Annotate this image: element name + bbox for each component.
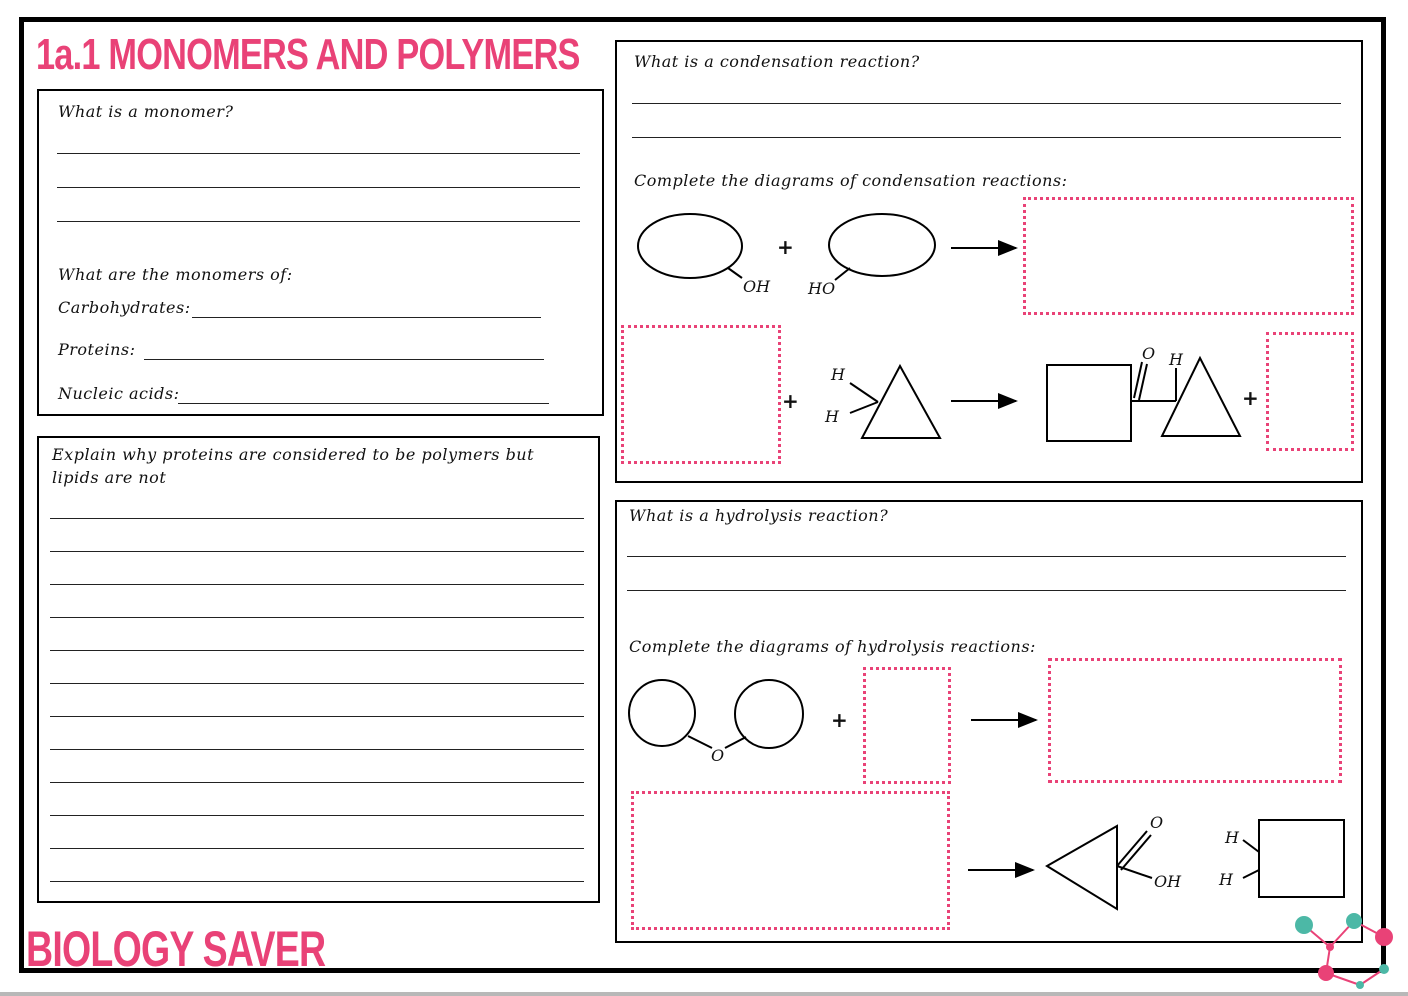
hydrolysis-answer-line[interactable]: [627, 556, 1346, 557]
o-link-label: O: [711, 746, 725, 765]
polymers-answer-line[interactable]: [50, 551, 584, 552]
polymers-question-line1: Explain why proteins are considered to be polymers but: [52, 445, 535, 464]
condensation-answer-line[interactable]: [632, 103, 1341, 104]
oh-label: OH: [1154, 872, 1182, 891]
polymers-answer-line[interactable]: [50, 815, 584, 816]
hydrolysis-answer-line[interactable]: [627, 590, 1346, 591]
polymers-answer-line[interactable]: [50, 782, 584, 783]
proteins-label: Proteins:: [58, 340, 136, 359]
page-title: 1a.1 MONOMERS AND POLYMERS: [36, 30, 580, 79]
polymers-answer-line[interactable]: [50, 881, 584, 882]
monomer-answer-line[interactable]: [57, 221, 580, 222]
polymers-answer-line[interactable]: [50, 617, 584, 618]
o-label: O: [1142, 344, 1156, 363]
hydrolysis-answer-box-3[interactable]: [631, 791, 950, 930]
carbohydrates-label: Carbohydrates:: [58, 298, 191, 317]
polymers-box: [37, 436, 600, 903]
brand-logo: [26, 920, 325, 978]
h-label: H: [1169, 350, 1183, 369]
hydrolysis-answer-box-2[interactable]: [1048, 658, 1342, 783]
hydrolysis-question: What is a hydrolysis reaction?: [629, 506, 889, 525]
carbohydrates-answer-line[interactable]: [192, 317, 541, 318]
monomer-question: What is a monomer?: [58, 102, 234, 121]
plus-sign: +: [1242, 386, 1259, 410]
brand-text: BIOLOGY SAVER: [26, 921, 326, 977]
monomer-answer-line[interactable]: [57, 187, 580, 188]
polymers-answer-line[interactable]: [50, 518, 584, 519]
nucleic-acids-label: Nucleic acids:: [58, 384, 180, 403]
monomers-of-label: What are the monomers of:: [58, 265, 293, 284]
h-label: H: [825, 407, 839, 426]
hydrolysis-answer-box-1[interactable]: [863, 667, 951, 784]
plus-sign: +: [777, 235, 794, 259]
condensation-answer-box-3[interactable]: [1266, 332, 1354, 451]
condensation-question: What is a condensation reaction?: [634, 52, 920, 71]
plus-sign: +: [831, 708, 848, 732]
polymers-answer-line[interactable]: [50, 848, 584, 849]
h-label: H: [1219, 870, 1233, 889]
condensation-answer-line[interactable]: [632, 137, 1341, 138]
condensation-instruction: Complete the diagrams of condensation reactions:: [634, 171, 1068, 190]
condensation-answer-box-2[interactable]: [621, 325, 781, 464]
monomer-box: [37, 89, 604, 416]
molecule-decoration-icon: [1290, 905, 1408, 996]
page-bottom-edge: [0, 992, 1408, 996]
polymers-question-line2: lipids are not: [52, 468, 167, 487]
monomer-answer-line[interactable]: [57, 153, 580, 154]
polymers-answer-line[interactable]: [50, 650, 584, 651]
plus-sign: +: [782, 389, 799, 413]
polymers-answer-line[interactable]: [50, 716, 584, 717]
condensation-answer-box-1[interactable]: [1023, 197, 1354, 315]
oh-label: OH: [743, 277, 771, 296]
polymers-answer-line[interactable]: [50, 683, 584, 684]
hydrolysis-instruction: Complete the diagrams of hydrolysis reactions:: [629, 637, 1036, 656]
polymers-answer-line[interactable]: [50, 749, 584, 750]
o-label: O: [1150, 813, 1164, 832]
h-label: H: [1225, 828, 1239, 847]
nucleic-acids-answer-line[interactable]: [178, 403, 549, 404]
polymers-answer-line[interactable]: [50, 584, 584, 585]
proteins-answer-line[interactable]: [144, 359, 544, 360]
ho-label: HO: [808, 279, 836, 298]
h-label: H: [831, 365, 845, 384]
